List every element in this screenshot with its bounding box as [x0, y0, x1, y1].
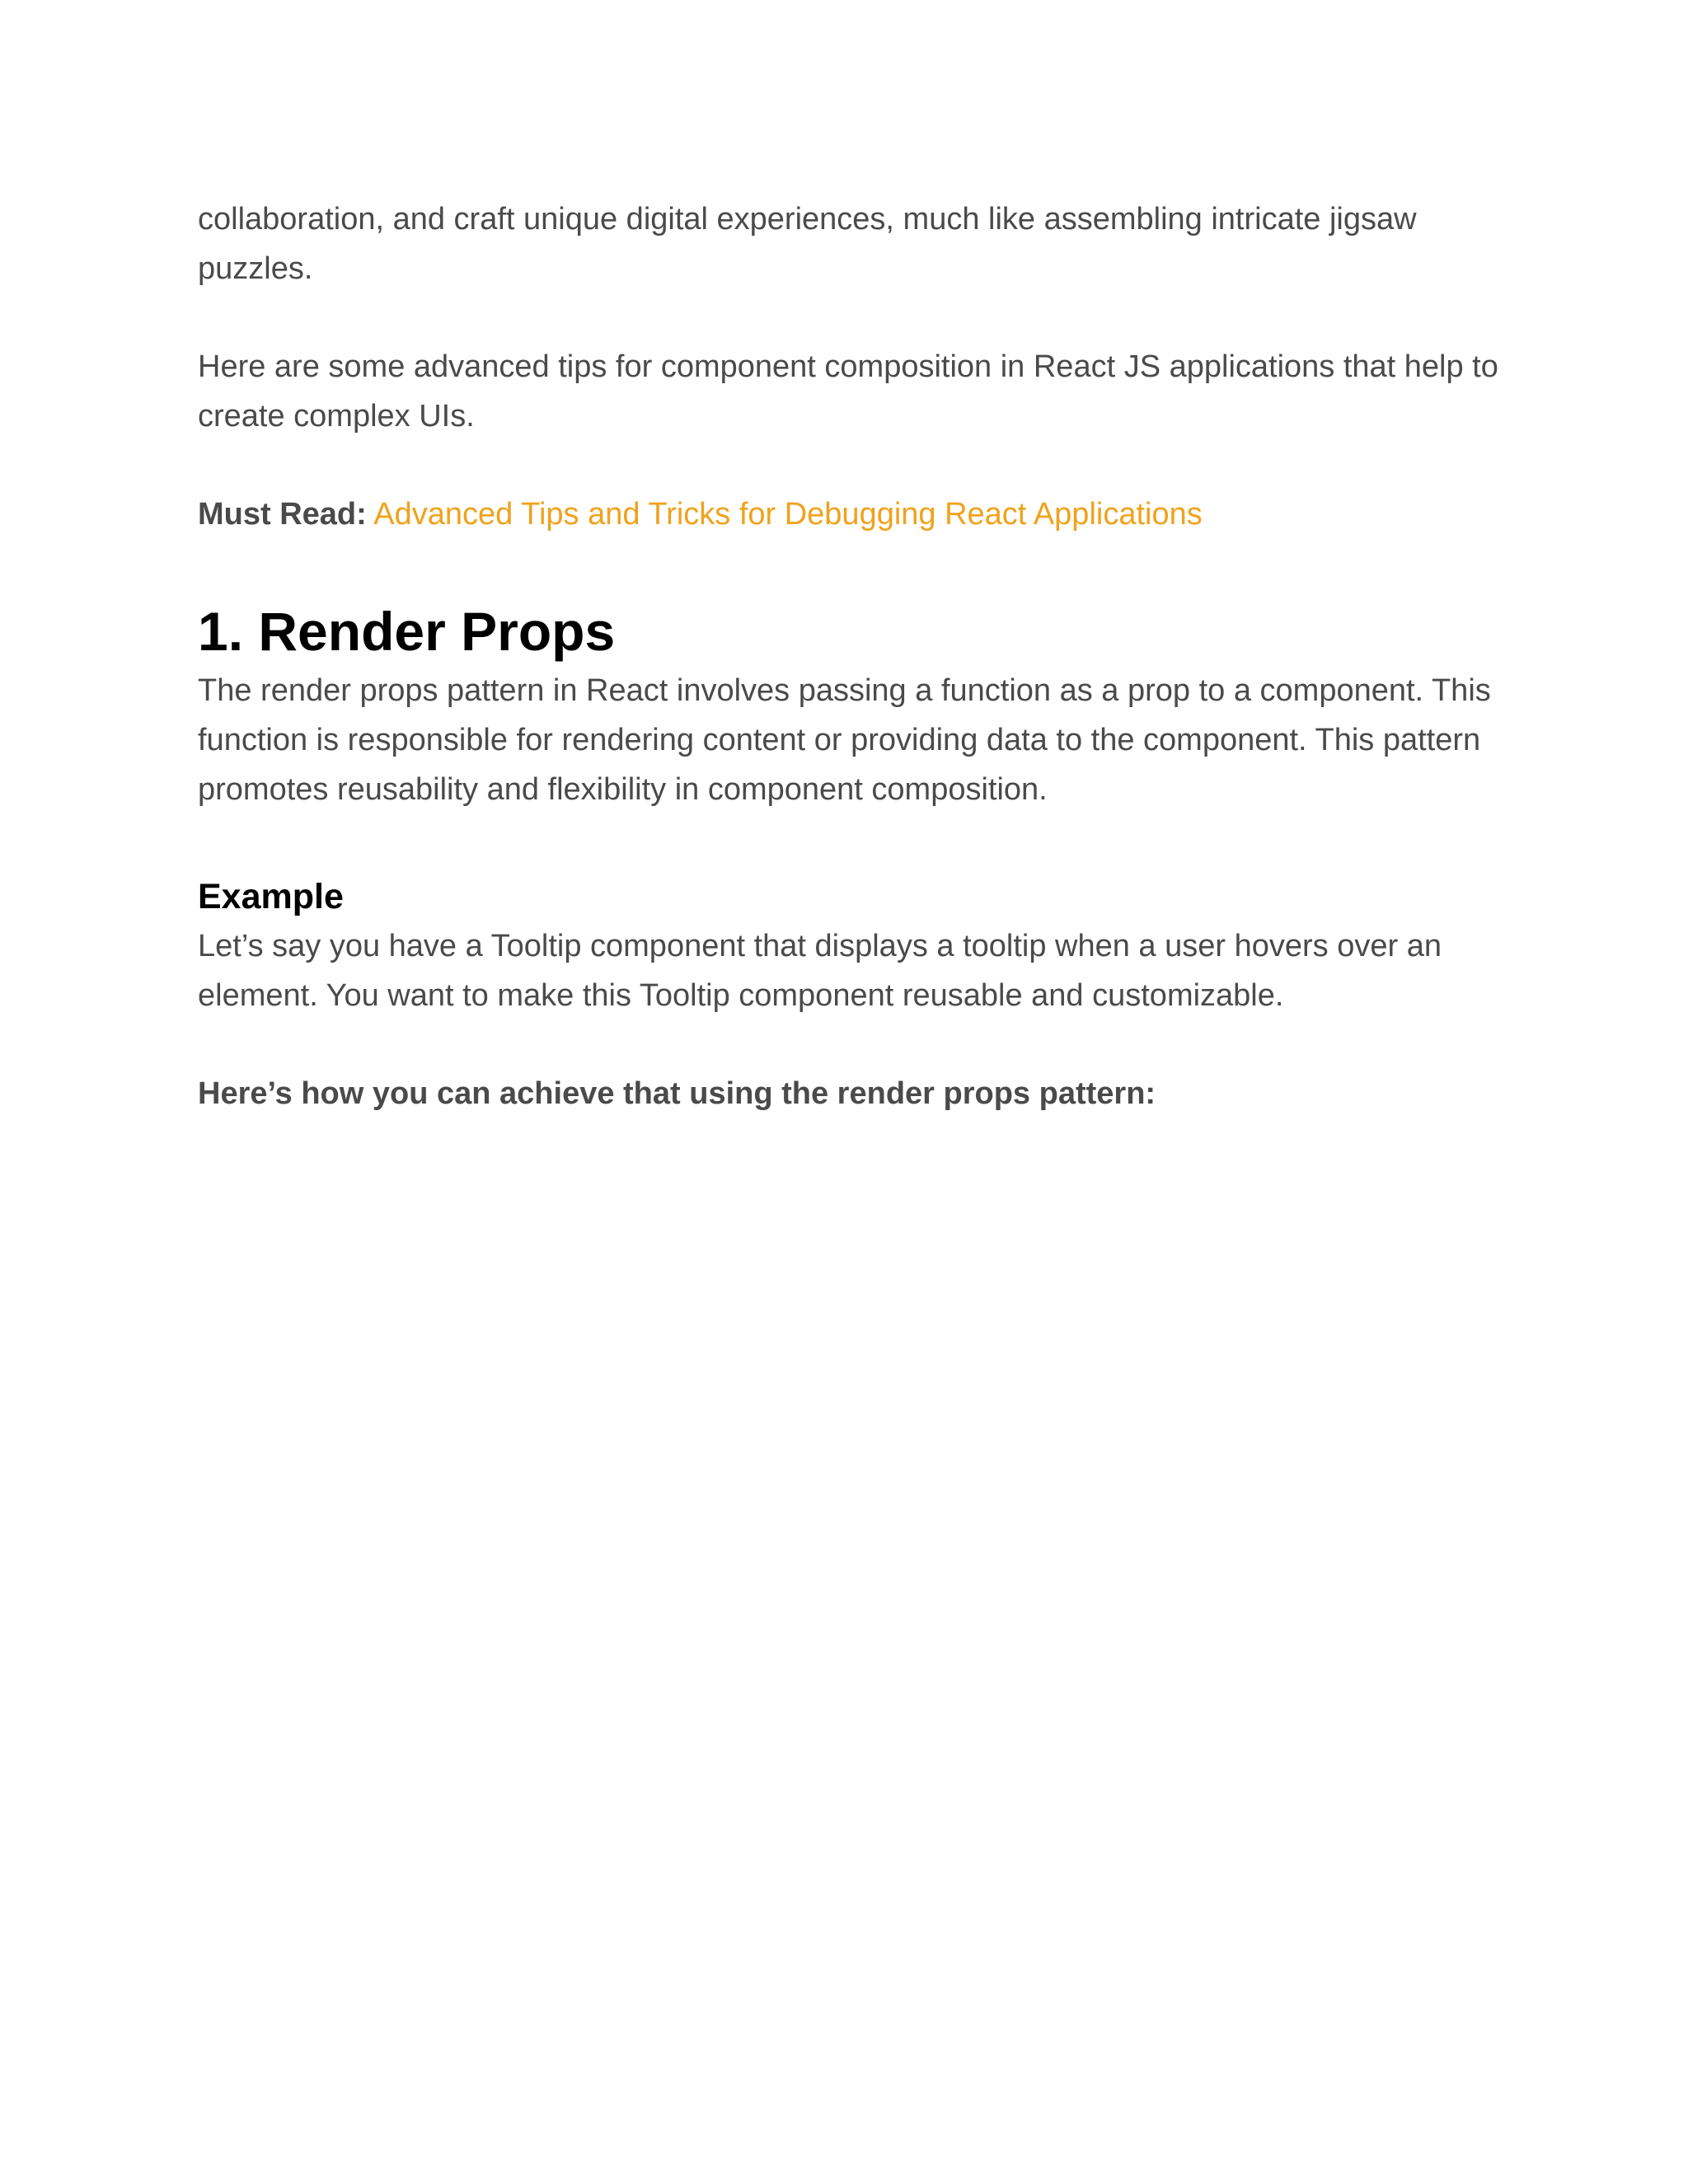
- must-read-label: Must Read:: [198, 497, 367, 532]
- section-body-paragraph: The render props pattern in React involves passing a function as a prop to a component. This function is responsible for rendering content or providing data to the component. This pattern promotes reusability and flexibility in component composition.: [198, 673, 1491, 807]
- example-paragraph: Let’s say you have a Tooltip component that displays a tooltip when a user hovers over an element. You want to make this Tooltip component reusable and customizable.: [198, 929, 1442, 1013]
- must-read-line: [198, 490, 1500, 539]
- document-page: [198, 194, 1500, 1118]
- intro-paragraph: collaboration, and craft unique digital experiences, much like assembling intricate jigsaw puzzles.: [198, 202, 1417, 286]
- section-heading-render-props: 1. Render Props: [198, 601, 616, 662]
- example-lead-text: Here’s how you can achieve that using the render props pattern:: [198, 1076, 1156, 1111]
- must-read-link[interactable]: Advanced Tips and Tricks for Debugging React Applications: [373, 497, 1203, 532]
- example-heading: Example: [198, 877, 344, 916]
- tips-intro-paragraph: Here are some advanced tips for component composition in React JS applications that help to create complex UIs.: [198, 349, 1498, 434]
